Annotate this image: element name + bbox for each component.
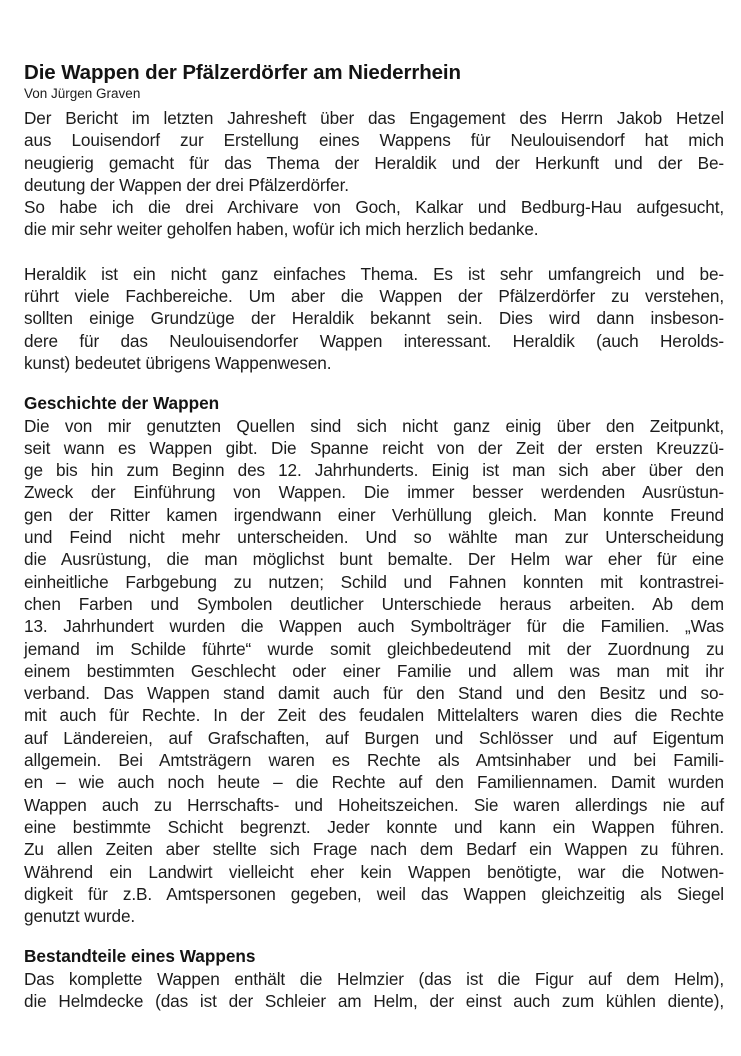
article-title: Die Wappen der Pfälzerdörfer am Niederrhein — [24, 61, 461, 84]
paragraph-line: die Ausrüstung, die man möglichst bunt bemalte. Der Helm war eher für eine — [24, 549, 724, 570]
paragraph-line: die Helmdecke (das ist der Schleier am Helm, der einst auch zum kühlen diente), — [24, 990, 724, 1011]
paragraph-line: verband. Das Wappen stand damit auch für den Stand und den Besitz und so- — [24, 683, 724, 704]
paragraph-line: kunst) bedeutet übrigens Wappenwesen. — [24, 352, 332, 373]
paragraph-line: Der Bericht im letzten Jahresheft über das Engagement des Herrn Jakob Hetzel — [24, 108, 724, 128]
paragraph-line: Zu allen Zeiten aber stellte sich Frage nach dem Bedarf ein Wappen zu führen. — [24, 839, 724, 860]
paragraph-line: chen Farben und Symbolen deutlicher Unterschiede heraus arbeiten. Ab dem — [24, 593, 724, 614]
paragraph-line: en – wie auch noch heute – die Rechte auf den Familiennamen. Damit wurden — [24, 772, 724, 793]
intro-paragraph — [24, 107, 724, 241]
paragraph-spacer — [24, 241, 724, 263]
paragraph-line: einheitliche Farbgebung zu nutzen; Schild und Fahnen konnten mit kontrastrei- — [24, 571, 724, 592]
paragraph-line: dere für das Neulouisendorfer Wappen interessant. Heraldik (auch Herolds- — [24, 330, 724, 351]
paragraph-line: 13. Jahrhundert wurden die Wappen auch Symbolträger für die Familien. „Was — [24, 616, 724, 637]
paragraph-line: So habe ich die drei Archivare von Goch, Kalkar und Bedburg-Hau aufgesucht, — [24, 197, 724, 218]
paragraph-line: Die von mir genutzten Quellen sind sich nicht ganz einig über den Zeitpunkt, — [24, 415, 724, 436]
paragraph-line: Zweck der Einführung von Wappen. Die immer besser werdenden Ausrüstun- — [24, 482, 724, 503]
paragraph-line: sollten einige Grundzüge der Heraldik bekannt sein. Dies wird dann insbeson- — [24, 308, 724, 329]
paragraph-line: genutzt wurde. — [24, 906, 136, 927]
paragraph-line: jemand im Schilde führte“ wurde somit gleichbedeutend mit der Zuordnung zu — [24, 638, 724, 659]
paragraph-line: einem bestimmten Geschlecht oder einer Familie und allem was man mit ihr — [24, 660, 724, 681]
paragraph-spacer — [24, 374, 724, 392]
bestandteile-paragraph — [24, 968, 724, 1013]
paragraph-line: deutung der Wappen der drei Pfälzerdörfer. — [24, 174, 349, 195]
paragraph-line: rührt viele Fachbereiche. Um aber die Wappen der Pfälzerdörfer zu verstehen, — [24, 286, 724, 307]
paragraph-line: und Feind nicht mehr unterscheiden. Und so wählte man zur Unterscheidung — [24, 527, 724, 548]
paragraph-line: digkeit für z.B. Amtspersonen gegeben, weil das Wappen gleichzeitig als Siegel — [24, 883, 724, 904]
paragraph-line: Wappen auch zu Herrschafts- und Hoheitszeichen. Sie waren allerdings nie auf — [24, 794, 724, 815]
paragraph-spacer — [24, 927, 724, 945]
paragraph-line: eine bestimmte Schicht begrenzt. Jeder konnte und kann ein Wappen führen. — [24, 816, 724, 837]
paragraph-line: mit auch für Rechte. In der Zeit des feudalen Mittelalters waren dies die Rechte — [24, 705, 724, 726]
paragraph-line: gen der Ritter kamen irgendwann einer Verhüllung gleich. Man konnte Freund — [24, 504, 724, 525]
paragraph-line: Während ein Landwirt vielleicht eher kein Wappen benötigte, war die Notwen- — [24, 861, 724, 882]
paragraph-line: ge bis hin zum Beginn des 12. Jahrhunderts. Einig ist man sich aber über den — [24, 460, 724, 481]
paragraph-line: seit wann es Wappen gibt. Die Spanne reicht von der Zeit der ersten Kreuzzü- — [24, 437, 724, 458]
document-page — [24, 60, 724, 1012]
paragraph-line: aus Louisendorf zur Erstellung eines Wappens für Neulouisendorf hat mich — [24, 130, 724, 151]
paragraph-line: Das komplette Wappen enthält die Helmzier (das ist die Figur auf dem Helm), — [24, 968, 724, 989]
paragraph-line: die mir sehr weiter geholfen haben, wofür ich mich herzlich bedanke. — [24, 219, 539, 240]
heraldik-paragraph — [24, 263, 724, 374]
section-heading-bestandteile: Bestandteile eines Wappens — [24, 946, 256, 967]
paragraph-line: neugierig gemacht für das Thema der Heraldik und der Herkunft und der Be- — [24, 152, 724, 173]
paragraph-line: allgemein. Bei Amtsträgern waren es Rechte als Amtsinhaber und bei Famili- — [24, 750, 724, 771]
paragraph-line: auf Ländereien, auf Grafschaften, auf Burgen und Schlösser und auf Eigentum — [24, 727, 724, 748]
section-heading-geschichte: Geschichte der Wappen — [24, 393, 220, 414]
geschichte-paragraph — [24, 415, 724, 928]
article-author: Von Jürgen Graven — [24, 86, 141, 101]
paragraph-line: Heraldik ist ein nicht ganz einfaches Thema. Es ist sehr umfangreich und be- — [24, 263, 724, 284]
